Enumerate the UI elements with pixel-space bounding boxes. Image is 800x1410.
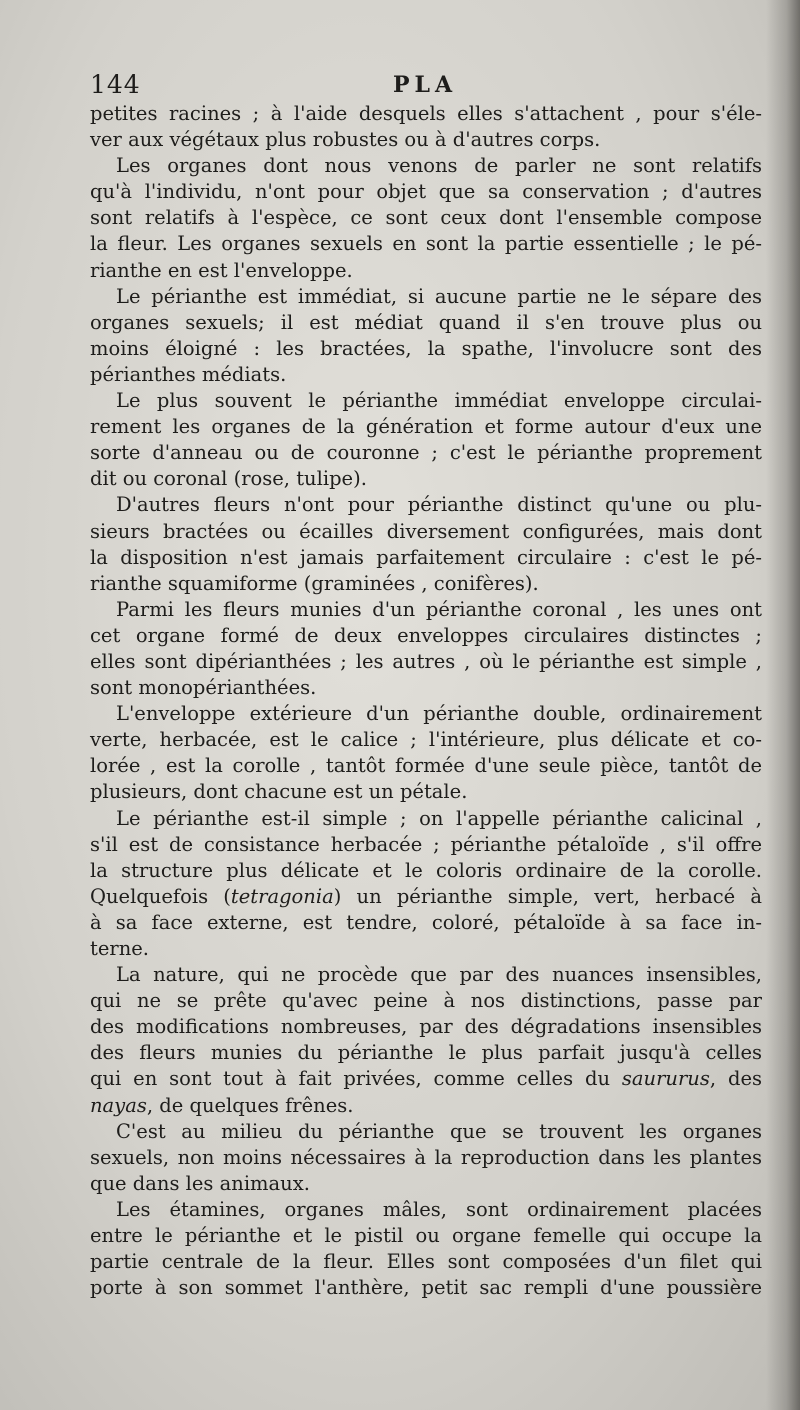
text-line: La nature, qui ne procède que par des nuances insensibles, — [116, 963, 762, 987]
text-line: lorée , est la corolle , tantôt formée d'une seule pièce, tantôt de — [90, 754, 762, 778]
text-line: qu'à l'individu, n'ont pour objet que sa conservation ; d'autres — [90, 180, 762, 204]
text-line: porte à son sommet l'anthère, petit sac rempli d'une poussière — [90, 1276, 762, 1300]
text-line: Parmi les fleurs munies d'un périanthe coronal , les unes ont — [116, 597, 762, 621]
text-line: des fleurs munies du périanthe le plus parfait jusqu'à celles — [90, 1041, 762, 1065]
text-line: Quelquefois (tetragonia) un périanthe simple, vert, herbacé à — [90, 884, 762, 908]
text-line: sexuels, non moins nécessaires à la reproduction dans les plantes — [90, 1145, 762, 1169]
text-line: rianthe squamiforme (graminées , conifères). — [90, 571, 539, 595]
italic-term: tetragonia — [230, 884, 334, 908]
text-line: terne. — [90, 937, 149, 960]
text-line: organes sexuels; il est médiat quand il s'en trouve plus ou — [90, 310, 762, 334]
text-line: s'il est de consistance herbacée ; périanthe pétaloïde , s'il offre — [90, 832, 762, 856]
text-line: moins éloigné : les bractées, la spathe, l'involucre sont des — [90, 336, 762, 360]
text-line: Le plus souvent le périanthe immédiat enveloppe circulai- — [116, 389, 762, 413]
text-line: C'est au milieu du périanthe que se trouvent les organes — [116, 1119, 762, 1143]
text-line: cet organe formé de deux enveloppes circulaires distinctes ; — [90, 623, 762, 647]
text-line: nayas, de quelques frênes. — [90, 1093, 354, 1117]
text-line: que dans les animaux. — [90, 1171, 310, 1195]
page-edge-shadow — [766, 0, 800, 1410]
text-line: D'autres fleurs n'ont pour périanthe distinct qu'une ou plu- — [116, 493, 762, 517]
page-header — [90, 70, 760, 104]
text-line: sieurs bractées ou écailles diversement configurées, mais dont — [90, 519, 762, 543]
text-line: la disposition n'est jamais parfaitement circulaire : c'est le pé- — [90, 545, 762, 569]
italic-term: nayas — [90, 1093, 147, 1117]
italic-term: saururus — [621, 1067, 710, 1091]
text-line: partie centrale de la fleur. Elles sont composées d'un filet qui — [90, 1250, 762, 1274]
text-line: petites racines ; à l'aide desquels elles s'attachent , pour s'éle- — [90, 102, 762, 125]
text-line: à sa face externe, est tendre, coloré, pétaloïde à sa face in- — [90, 910, 762, 934]
text-line: ver aux végétaux plus robustes ou à d'autres corps. — [90, 128, 601, 152]
text-line: rement les organes de la génération et forme autour d'eux une — [90, 415, 762, 439]
text-line: périanthes médiats. — [90, 362, 287, 386]
body-text — [90, 101, 762, 1301]
text-line: L'enveloppe extérieure d'un périanthe double, ordinairement — [116, 702, 762, 726]
text-line: la structure plus délicate et le coloris ordinaire de la corolle. — [90, 858, 762, 882]
text-line: sont monopérianthées. — [90, 676, 317, 700]
text-line: verte, herbacée, est le calice ; l'intérieure, plus délicate et co- — [90, 728, 762, 752]
text-line: dit ou coronal (rose, tulipe). — [90, 467, 367, 491]
text-line: qui ne se prête qu'avec peine à nos distinctions, passe par — [90, 989, 762, 1013]
text-line: qui en sont tout à fait privées, comme celles du saururus, des — [90, 1067, 762, 1091]
text-line: elles sont dipérianthées ; les autres , où le périanthe est simple , — [90, 649, 762, 673]
text-line: sont relatifs à l'espèce, ce sont ceux dont l'ensemble compose — [90, 206, 762, 230]
text-line: Les organes dont nous venons de parler ne sont relatifs — [116, 154, 762, 178]
text-line: plusieurs, dont chacune est un pétale. — [90, 780, 468, 804]
text-line: la fleur. Les organes sexuels en sont la partie essentielle ; le pé- — [90, 232, 762, 256]
text-line: Le périanthe est-il simple ; on l'appelle périanthe calicinal , — [116, 806, 762, 830]
page-number: 144 — [90, 70, 141, 99]
running-head: PLA — [392, 72, 458, 98]
text-line: Les étamines, organes mâles, sont ordinairement placées — [116, 1197, 762, 1221]
text-line: rianthe en est l'enveloppe. — [90, 258, 353, 282]
text-line: des modifications nombreuses, par des dégradations insensibles — [90, 1015, 762, 1039]
text-line: sorte d'anneau ou de couronne ; c'est le périanthe proprement — [90, 441, 762, 465]
text-line: entre le périanthe et le pistil ou organe femelle qui occupe la — [90, 1224, 762, 1248]
text-line: Le périanthe est immédiat, si aucune partie ne le sépare des — [116, 284, 762, 308]
